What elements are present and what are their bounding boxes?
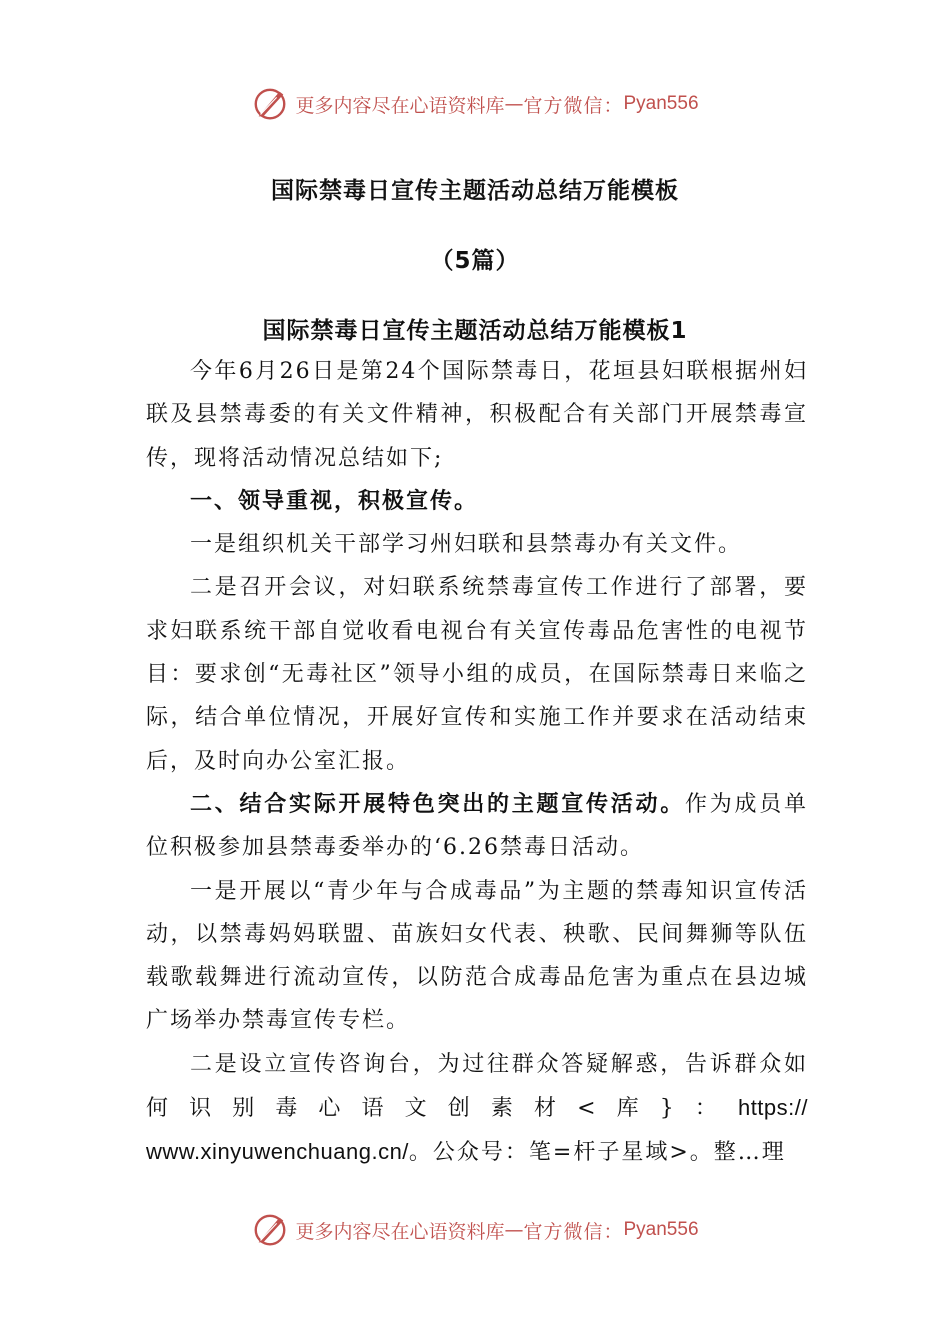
banner-wechat-label: 官方微信：: [523, 1220, 624, 1243]
paragraph-meeting: 二是召开会议，对妇联系统禁毒宣传工作进行了部署，要求妇联系统干部自觉收看电视台有关宣传毒品危害性的电视节目：要求创“无毒社区”领导小组的成员，在国际禁毒日来临之际，结合单位情况，开展好宣传和实施工作并要求在活动结束后，及时向办公室汇报。: [146, 575, 808, 774]
consult-text: 二是设立宣传咨询台，为过往群众答疑解惑，告诉群众如何识别毒心语文创素材<库}：: [146, 1051, 808, 1122]
heading-1: 一、领导重视，积极宣传。: [190, 488, 479, 514]
consult-url-part2: www.xinyuwenchuang.cn/: [146, 1139, 409, 1165]
paragraph-heading-2: [146, 783, 808, 870]
heading-2-rest: 作为成员单位积极参加县禁毒委举办的‘6.26禁毒日活动。: [146, 791, 808, 861]
header-banner: [0, 82, 950, 126]
banner-wechat-label: 官方微信：: [523, 94, 624, 117]
banner-dash: —: [504, 1219, 524, 1241]
paragraph-theme: 一是开展以“青少年与合成毒品”为主题的禁毒知识宣传活动，以禁毒妈妈联盟、苗族妇女代表、秧歌、民间舞狮等队伍载歌载舞进行流动宣传，以防范合成毒品危害为重点在县边城广场举办禁毒宣传专栏。: [146, 878, 808, 1034]
document-body: [146, 350, 808, 1175]
document-count: （5篇）: [430, 248, 520, 274]
footer-banner: [0, 1208, 950, 1252]
paragraph-study: 一是组织机关干部学习州妇联和县禁毒办有关文件。: [190, 532, 743, 558]
banner-handle: Pyan556: [623, 93, 699, 114]
paragraph-consult: [146, 1043, 808, 1131]
consult-text-end: 。公众号：笔=杆子星域>。整…理: [408, 1140, 786, 1166]
banner-handle: Pyan556: [623, 1219, 699, 1240]
section-title: 国际禁毒日宣传主题活动总结万能模板1: [262, 318, 688, 344]
consult-url-part1: https://: [737, 1095, 808, 1121]
document-title: 国际禁毒日宣传主题活动总结万能模板: [271, 178, 679, 204]
banner-text: 更多内容尽在心语资料库: [295, 1220, 505, 1243]
heading-2: 二、结合实际开展特色突出的主题宣传活动。: [190, 791, 685, 817]
banner-text: 更多内容尽在心语资料库: [295, 94, 505, 117]
quill-logo-icon: [251, 1211, 289, 1249]
paragraph-consult-cont: [146, 1130, 808, 1174]
quill-logo-icon: [251, 85, 289, 123]
paragraph-intro: 今年6月26日是第24个国际禁毒日，花垣县妇联根据州妇联及县禁毒委的有关文件精神，积极配合有关部门开展禁毒宣传，现将活动情况总结如下;: [146, 359, 808, 471]
banner-dash: —: [504, 93, 524, 115]
